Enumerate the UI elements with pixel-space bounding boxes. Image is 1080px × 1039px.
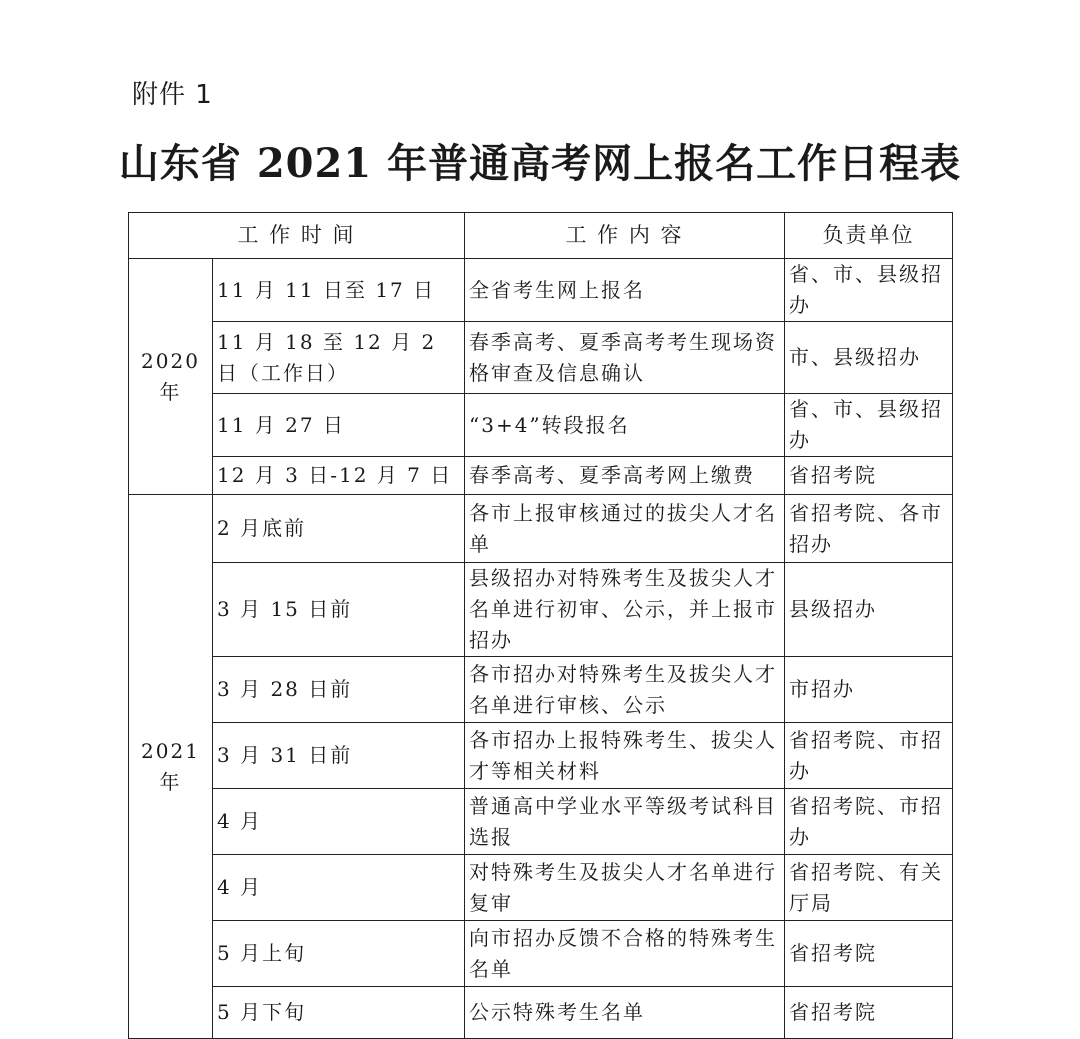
document-title: 山东省 2021 年普通高考网上报名工作日程表: [118, 140, 962, 187]
unit-cell: 市招办: [785, 657, 953, 723]
content-cell: 普通高中学业水平等级考试科目选报: [465, 789, 785, 855]
content-cell: 对特殊考生及拔尖人才名单进行复审: [465, 855, 785, 921]
content-cell: 县级招办对特殊考生及拔尖人才名单进行初审、公示，并上报市招办: [465, 563, 785, 657]
unit-cell: 省招考院、各市招办: [785, 495, 953, 563]
content-cell: 各市招办上报特殊考生、拔尖人才等相关材料: [465, 723, 785, 789]
content-cell: 各市上报审核通过的拔尖人才名单: [465, 495, 785, 563]
table-header-row: [129, 213, 953, 259]
table-row: [129, 259, 953, 322]
year-cell: 2020 年: [129, 259, 213, 495]
year-cell: 2021 年: [129, 495, 213, 1039]
date-cell: 2 月底前: [213, 495, 465, 563]
date-cell: 12 月 3 日-12 月 7 日: [213, 457, 465, 495]
table-row: [129, 921, 953, 987]
table-row: [129, 394, 953, 457]
table-row: [129, 322, 953, 394]
unit-cell: 省招考院、市招办: [785, 789, 953, 855]
content-cell: 公示特殊考生名单: [465, 987, 785, 1039]
header-work-time: 工 作 时 间: [129, 213, 465, 259]
content-cell: 向市招办反馈不合格的特殊考生名单: [465, 921, 785, 987]
header-work-content: 工 作 内 容: [465, 213, 785, 259]
date-cell: 11 月 27 日: [213, 394, 465, 457]
unit-cell: 省招考院: [785, 921, 953, 987]
unit-cell: 县级招办: [785, 563, 953, 657]
date-cell: 11 月 18 至 12 月 2 日（工作日）: [213, 322, 465, 394]
schedule-table: [128, 212, 953, 1039]
unit-cell: 省招考院: [785, 987, 953, 1039]
date-cell: 4 月: [213, 789, 465, 855]
date-cell: 4 月: [213, 855, 465, 921]
content-cell: “3+4”转段报名: [465, 394, 785, 457]
table-row: [129, 855, 953, 921]
header-responsible-unit: 负责单位: [785, 213, 953, 259]
table-row: [129, 563, 953, 657]
table-row: [129, 789, 953, 855]
content-cell: 全省考生网上报名: [465, 259, 785, 322]
content-cell: 春季高考、夏季高考考生现场资格审查及信息确认: [465, 322, 785, 394]
date-cell: 3 月 15 日前: [213, 563, 465, 657]
unit-cell: 省招考院、市招办: [785, 723, 953, 789]
content-cell: 春季高考、夏季高考网上缴费: [465, 457, 785, 495]
date-cell: 3 月 31 日前: [213, 723, 465, 789]
table-row: [129, 987, 953, 1039]
table-row: [129, 457, 953, 495]
date-cell: 5 月下旬: [213, 987, 465, 1039]
unit-cell: 省招考院、有关厅局: [785, 855, 953, 921]
attachment-label: 附件 1: [132, 80, 213, 110]
date-cell: 5 月上旬: [213, 921, 465, 987]
content-cell: 各市招办对特殊考生及拔尖人才名单进行审核、公示: [465, 657, 785, 723]
unit-cell: 市、县级招办: [785, 322, 953, 394]
unit-cell: 省、市、县级招办: [785, 394, 953, 457]
date-cell: 11 月 11 日至 17 日: [213, 259, 465, 322]
table-row: [129, 495, 953, 563]
table-row: [129, 657, 953, 723]
table-row: [129, 723, 953, 789]
unit-cell: 省、市、县级招办: [785, 259, 953, 322]
unit-cell: 省招考院: [785, 457, 953, 495]
date-cell: 3 月 28 日前: [213, 657, 465, 723]
